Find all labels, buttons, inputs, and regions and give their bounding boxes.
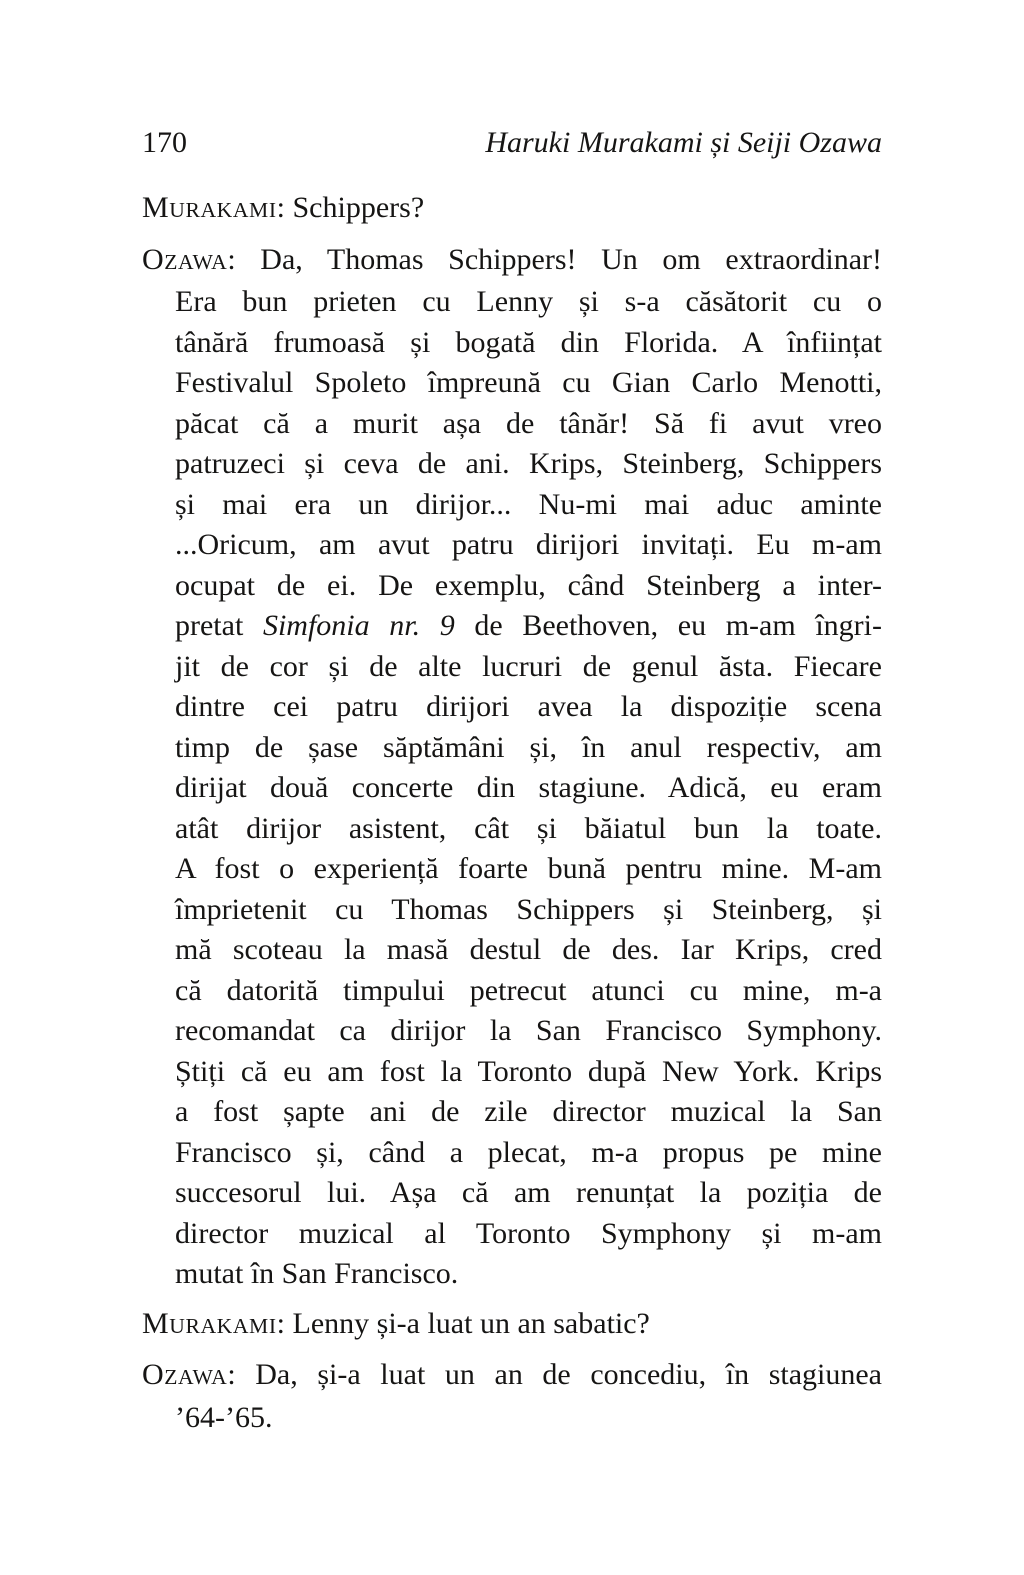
text-segment: ocupat de ei. De exemplu, când Steinberg a inter- xyxy=(175,568,882,602)
text-segment: mutat în San Francisco. xyxy=(175,1257,459,1290)
text-segment: recomandat ca dirijor la San Francisco Symphony. xyxy=(175,1014,882,1047)
text-segment: Francisco și, când a plecat, m-a propus pe mine xyxy=(175,1135,882,1169)
dialogue-line xyxy=(142,768,882,809)
dialogue-line xyxy=(142,1092,882,1133)
dialogue-line xyxy=(142,1133,882,1174)
text-segment: dirijat două concerte din stagiune. Adică, eu eram xyxy=(175,771,882,804)
speaker-name: OZAWA xyxy=(142,242,228,276)
dialogue-line xyxy=(142,525,882,566)
dialogue-line xyxy=(142,930,882,971)
text-segment: ’64-’65. xyxy=(175,1400,273,1434)
dialogue-line xyxy=(142,809,882,850)
text-segment: dintre cei patru dirijori avea la dispoziție scena xyxy=(175,690,882,723)
page-number: 170 xyxy=(142,126,187,159)
dialogue-line xyxy=(142,1398,882,1439)
dialogue-line-first: MURAKAMI: Schippers? xyxy=(142,191,425,224)
dialogue-line xyxy=(142,1052,882,1093)
speaker-name: OZAWA xyxy=(142,1358,228,1391)
text-segment: succesorul lui. Așa că am renunțat la poziția de xyxy=(175,1176,882,1209)
dialogue-line xyxy=(142,890,882,931)
text-segment: Schippers? xyxy=(292,191,425,224)
italic-work-title: Simfonia nr. 9 xyxy=(262,609,455,642)
dialogue-line xyxy=(142,485,882,526)
speaker-name: MURAKAMI xyxy=(142,1306,277,1340)
dialogue-line-first: OZAWA: Da, Thomas Schippers! Un om extraordinar! xyxy=(142,242,882,276)
text-segment: ...Oricum, am avut patru dirijori invitați. Eu m-am xyxy=(175,528,882,561)
dialogue-line xyxy=(142,323,882,364)
dialogue-paragraph xyxy=(142,1355,882,1438)
dialogue-line xyxy=(142,363,882,404)
dialogue-line xyxy=(142,1173,882,1214)
dialogue-line xyxy=(142,606,882,647)
dialogue-line xyxy=(142,444,882,485)
dialogue-paragraph xyxy=(142,1304,882,1347)
text-segment: păcat că a murit așa de tânăr! Să fi avut vreo xyxy=(175,406,882,440)
speaker-name: MURAKAMI xyxy=(142,191,277,224)
text-segment: Lenny și-a luat un an sabatic? xyxy=(292,1306,650,1340)
dialogue-line xyxy=(142,566,882,607)
dialogue-line xyxy=(142,404,882,445)
dialogue-line xyxy=(142,687,882,728)
text-segment: a fost șapte ani de zile director muzical la San xyxy=(175,1095,882,1128)
dialogue-line xyxy=(142,971,882,1012)
text-segment: timp de șase săptămâni și, în anul respectiv, am xyxy=(175,730,882,764)
dialogue-paragraph xyxy=(142,188,882,231)
text-segment: că datorită timpului petrecut atunci cu mine, m-a xyxy=(175,973,882,1007)
text-segment: pretat xyxy=(175,609,263,642)
text-segment: împrietenit cu Thomas Schippers și Steinberg, și xyxy=(175,892,882,926)
text-segment: jit de cor și de alte lucruri de genul ăsta. Fiecare xyxy=(175,649,882,683)
text-segment: atât dirijor asistent, cât și băiatul bun la toate. xyxy=(175,811,882,845)
dialogue-line xyxy=(142,282,882,323)
dialogue-line xyxy=(142,1254,882,1295)
dialogue-line-first: OZAWA: Da, și-a luat un an de concediu, în stagiunea xyxy=(142,1358,882,1391)
text-segment: de Beethoven, eu m-am îngri- xyxy=(454,609,882,642)
dialogue-text xyxy=(142,188,882,1438)
text-segment: Da, Thomas Schippers! Un om extraordinar! xyxy=(260,242,882,276)
text-segment: director muzical al Toronto Symphony și m-am xyxy=(175,1216,882,1250)
text-segment: mă scoteau la masă destul de des. Iar Krips, cred xyxy=(175,933,882,966)
dialogue-line xyxy=(142,1011,882,1052)
text-segment: Era bun prieten cu Lenny și s-a căsătorit cu o xyxy=(175,285,882,318)
dialogue-line xyxy=(142,647,882,688)
text-segment: și mai era un dirijor... Nu-mi mai aduc aminte xyxy=(175,487,882,521)
running-header xyxy=(142,123,882,163)
dialogue-line xyxy=(142,728,882,769)
dialogue-line xyxy=(142,1214,882,1255)
dialogue-line-first: MURAKAMI: Lenny și-a luat un an sabatic? xyxy=(142,1306,650,1340)
text-segment: A fost o experiență foarte bună pentru mine. M-am xyxy=(175,852,882,885)
text-segment: Știți că eu am fost la Toronto după New York. Krips xyxy=(175,1054,882,1088)
text-segment: Da, și-a luat un an de concediu, în stagiunea xyxy=(255,1358,882,1391)
text-segment: Festivalul Spoleto împreună cu Gian Carlo Menotti, xyxy=(175,366,882,399)
text-segment: tânără frumoasă și bogată din Florida. A înființat xyxy=(175,325,882,359)
dialogue-paragraph xyxy=(142,240,882,1295)
text-segment: patruzeci și ceva de ani. Krips, Steinberg, Schippers xyxy=(175,447,882,480)
dialogue-line xyxy=(142,849,882,890)
running-title: Haruki Murakami și Seiji Ozawa xyxy=(485,126,882,159)
